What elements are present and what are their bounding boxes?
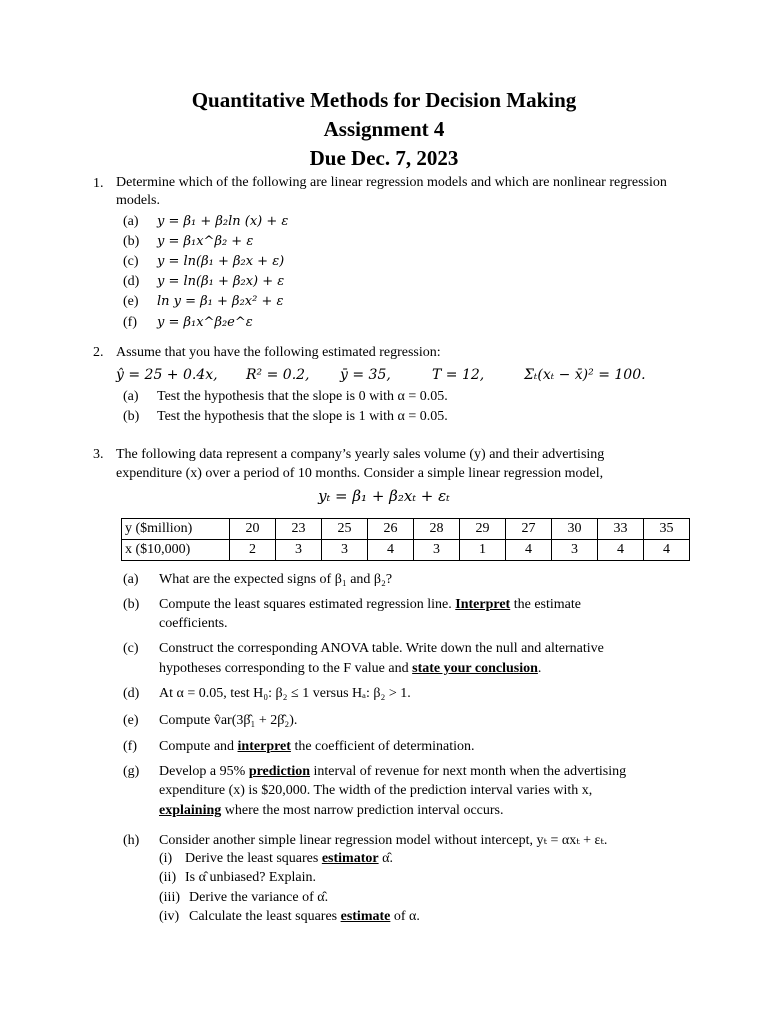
table-cell: 4 — [506, 540, 552, 561]
table-cell: 27 — [506, 519, 552, 540]
q1-number: 1. — [93, 176, 104, 191]
q3-part-text: interval of revenue for next month when the advertising — [310, 764, 627, 779]
q3-part-f — [123, 738, 475, 756]
q2-stat-sum: Σₜ(xₜ − x̄)² = 100. — [524, 367, 646, 383]
table-cell: 25 — [322, 519, 368, 540]
q3-h-sub-ii — [159, 869, 316, 887]
table-cell: 4 — [644, 540, 690, 561]
table-row — [122, 540, 690, 561]
q3-h-sub-emphasis: estimate — [340, 909, 391, 924]
q1-item-b — [123, 233, 253, 251]
q1-item-expr: y = ln(β₁ + β₂x + ε) — [157, 254, 285, 269]
q3-part-emphasis: prediction — [248, 764, 311, 779]
q2-stat-ybar: ȳ = 35, — [340, 367, 391, 383]
q3-part-label: (e) — [123, 713, 139, 728]
q3-part-text: where the most narrow prediction interval occurs. — [221, 803, 504, 818]
q3-part-text: the estimate — [510, 597, 581, 612]
q1-item-expr: ln y = β₁ + β₂x² + ε — [157, 294, 284, 309]
q3-h-sub-label: (iii) — [159, 890, 180, 905]
due-date: Due Dec. 7, 2023 — [309, 146, 459, 170]
q1-item-expr: y = β₁ + β₂ln (x) + ε — [157, 214, 289, 229]
q3-h-sub-label: (iv) — [159, 909, 180, 924]
q2-item-label: (a) — [123, 389, 139, 404]
table-cell: 20 — [230, 519, 276, 540]
q3-h-sub-text: Calculate the least squares — [189, 909, 341, 924]
assignment-title: Assignment 4 — [323, 117, 445, 141]
q3-h-sub-iii — [159, 889, 328, 907]
table-cell: 1 — [460, 540, 506, 561]
q3-part-label: (c) — [123, 641, 139, 656]
q1-item-label: (c) — [123, 254, 139, 269]
q3-part-a — [123, 571, 392, 589]
q3-part-e — [123, 712, 297, 730]
table-cell: 28 — [414, 519, 460, 540]
q3-part-c-line2 — [159, 660, 541, 678]
title-block — [0, 86, 768, 173]
q3-part-text: Develop a 95% — [159, 764, 249, 779]
table-cell: 4 — [598, 540, 644, 561]
q2-item-b — [123, 408, 448, 426]
q3-part-label: (a) — [123, 572, 139, 587]
data-table — [121, 518, 690, 561]
q1-item-label: (d) — [123, 274, 140, 289]
table-cell: 3 — [276, 540, 322, 561]
q3-part-b — [123, 596, 581, 614]
q2-item-text: Test the hypothesis that the slope is 1 with α = 0.05. — [157, 409, 448, 424]
q3-h-sub-text: Derive the least squares — [185, 851, 322, 866]
table-row-header: y ($million) — [122, 519, 230, 540]
table-cell: 23 — [276, 519, 322, 540]
q3-line2: expenditure (x) over a period of 10 months. Consider a simple linear regression model, — [116, 466, 604, 481]
q1-item-d — [123, 273, 284, 291]
q2-stat-t: T = 12, — [432, 367, 485, 383]
q3-part-emphasis: explaining — [159, 803, 222, 818]
q1-text: Determine which of the following are linear regression models and which are nonlinear regression models. — [116, 175, 667, 208]
table-cell: 3 — [322, 540, 368, 561]
q3-part-emphasis: state your conclusion — [412, 661, 538, 676]
q3-part-label: (f) — [123, 739, 137, 754]
table-row-header: x ($10,000) — [122, 540, 230, 561]
table-cell: 35 — [644, 519, 690, 540]
q3-part-label: (b) — [123, 597, 140, 612]
q3-part-emphasis: Interpret — [455, 597, 511, 612]
q3-part-label: (d) — [123, 686, 140, 701]
q1-item-label: (a) — [123, 214, 139, 229]
q1-item-expr: y = β₁x^β₂ + ε — [157, 234, 254, 249]
q3-part-label: (g) — [123, 764, 140, 779]
q3-part-emphasis: interpret — [237, 739, 291, 754]
q3-part-g — [123, 763, 626, 781]
q3-h-sub-label: (i) — [159, 851, 173, 866]
q1-item-expr: y = β₁x^β₂e^ε — [157, 315, 253, 330]
q1-item-expr: y = ln(β₁ + β₂x) + ε — [157, 274, 285, 289]
q2-text: Assume that you have the following estimated regression: — [116, 345, 441, 360]
q3-model: yₜ = β₁ + β₂xₜ + εₜ — [318, 487, 450, 505]
q2-item-text: Test the hypothesis that the slope is 0 with α = 0.05. — [157, 389, 448, 404]
q3-part-label: (h) — [123, 833, 140, 848]
table-cell: 30 — [552, 519, 598, 540]
q2-number: 2. — [93, 345, 104, 360]
q2-stat-r2: R² = 0.2, — [246, 367, 310, 383]
q3-h-sub-i — [159, 850, 393, 868]
q3-part-c — [123, 640, 604, 658]
q1-item-e — [123, 293, 283, 311]
q3-h-sub-text: Is α̂ unbiased? Explain. — [185, 870, 316, 885]
q3-part-text: the coefficient of determination. — [290, 739, 475, 754]
q2-stat-yhat: ŷ = 25 + 0.4x, — [116, 367, 218, 383]
q1-item-label: (e) — [123, 294, 139, 309]
q3-number: 3. — [93, 447, 104, 462]
course-title: Quantitative Methods for Decision Making — [191, 88, 577, 112]
q3-part-d — [123, 685, 411, 703]
q3-part-g-line3 — [159, 802, 504, 820]
table-cell: 26 — [368, 519, 414, 540]
q3-h-sub-emphasis: estimator — [321, 851, 379, 866]
q1-item-c — [123, 253, 284, 271]
q3-part-text: Construct the corresponding ANOVA table. Write down the null and alternative — [159, 641, 604, 656]
q2-item-label: (b) — [123, 409, 140, 424]
q3-h-sub-text: of α. — [390, 909, 420, 924]
q1-item-f — [123, 314, 253, 332]
q3-part-h — [123, 832, 607, 850]
q3-part-text: What are the expected signs of β₁ and β₂? — [159, 572, 393, 587]
table-cell: 29 — [460, 519, 506, 540]
table-cell: 4 — [368, 540, 414, 561]
q3-part-text: hypotheses corresponding to the F value and — [159, 661, 413, 676]
q3-h-sub-text: α̂. — [378, 851, 393, 866]
q3-part-text: . — [537, 661, 542, 676]
q3-h-sub-iv — [159, 908, 420, 926]
q1-item-label: (f) — [123, 315, 137, 330]
q3-h-sub-label: (ii) — [159, 870, 177, 885]
table-cell: 33 — [598, 519, 644, 540]
q1-item-a — [123, 213, 288, 231]
q3-part-text: Consider another simple linear regression model without intercept, yₜ = αxₜ + εₜ. — [159, 833, 608, 848]
q3-part-text: Compute v̂ar(3β̂₁ + 2β̂₂). — [159, 713, 298, 728]
q2-item-a — [123, 388, 448, 406]
q3-part-text: Compute and — [159, 739, 238, 754]
q3-part-text: Compute the least squares estimated regression line. — [159, 597, 456, 612]
table-cell: 2 — [230, 540, 276, 561]
q3-line1: The following data represent a company’s yearly sales volume (y) and their advertising — [116, 447, 605, 462]
table-row — [122, 519, 690, 540]
table-cell: 3 — [414, 540, 460, 561]
table-cell: 3 — [552, 540, 598, 561]
q3-h-sub-text: Derive the variance of α̂. — [189, 890, 329, 905]
q1-item-label: (b) — [123, 234, 140, 249]
q3-part-text: At α = 0.05, test H₀: β₂ ≤ 1 versus Hₐ: β₂ > 1. — [159, 686, 411, 701]
q3-part-g-line2: expenditure (x) is $20,000. The width of the prediction interval varies with x, — [159, 783, 593, 798]
q3-part-b-line2: coefficients. — [159, 616, 228, 631]
